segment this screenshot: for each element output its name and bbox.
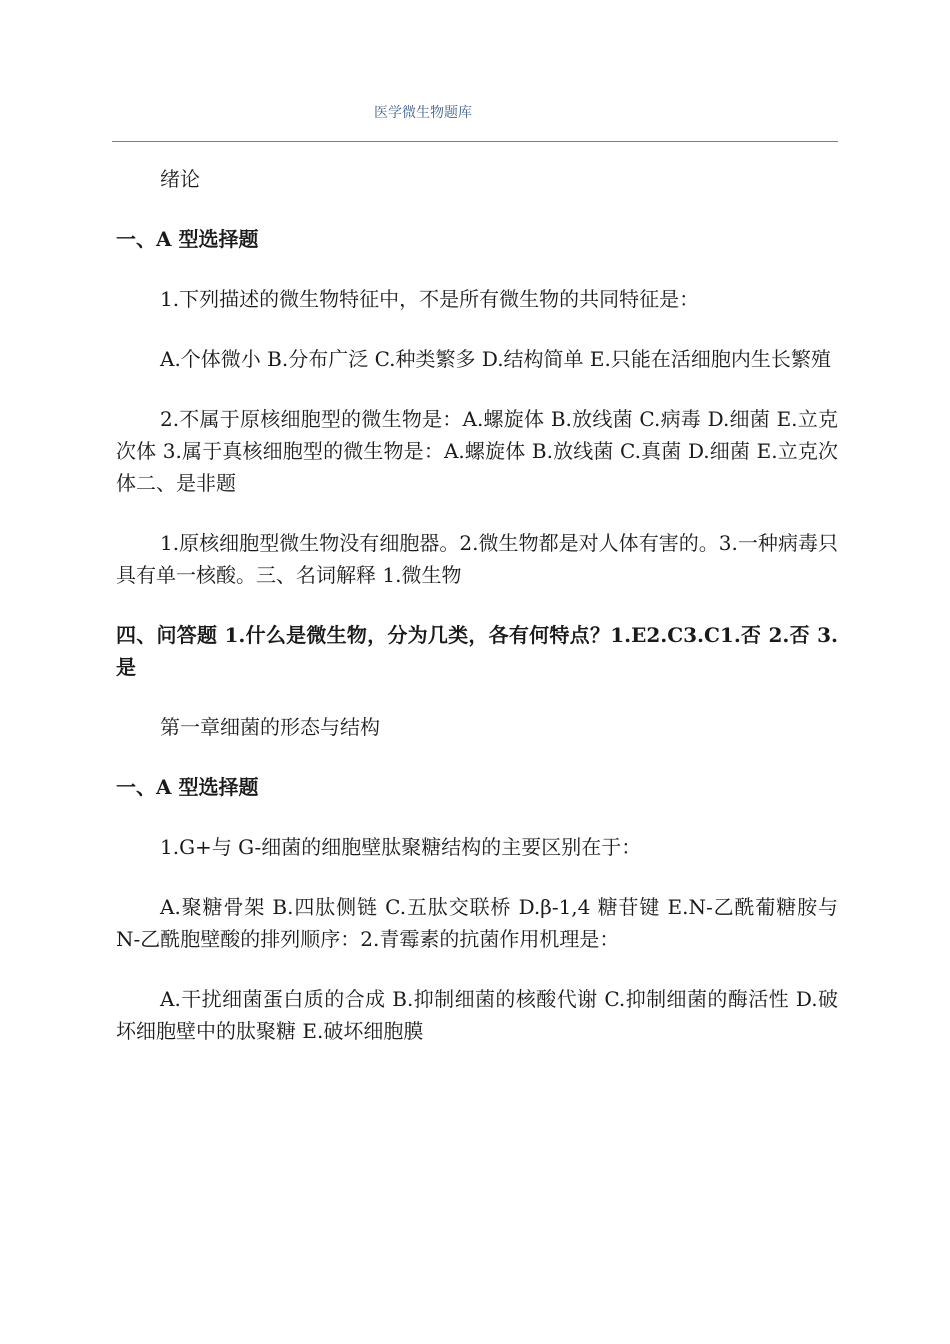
section-title-intro: 绪论 [160, 167, 200, 191]
question-text: 1.G+与 G-细菌的细胞壁肽聚糖结构的主要区别在于： [160, 835, 642, 859]
heading-a-type-choice-1: 一、A 型选择题 [116, 227, 259, 251]
header-divider [112, 141, 838, 142]
heading-qa-with-answers: 四、问答题 1.什么是微生物，分为几类，各有何特点？1.E2.C3.C1.否 2.否 3.是 [116, 623, 838, 679]
question-text: 1.下列描述的微生物特征中，不是所有微生物的共同特征是： [160, 287, 700, 311]
question-text: 2.不属于原核细胞型的微生物是：A.螺旋体 B.放线菌 C.病毒 D.细菌 E.立克次体 3.属于真核细胞型的微生物是：A.螺旋体 B.放线菌 C.真菌 D.细菌 E.立克次体二、是非题 [116, 407, 838, 495]
header-title: 医学微生物题库 [374, 105, 472, 121]
answer-options: A.聚糖骨架 B.四肽侧链 C.五肽交联桥 D.β-1,4 糖苷键 E.N-乙酰葡糖胺与 N-乙酰胞壁酸的排列顺序：2.青霉素的抗菌作用机理是： [116, 895, 838, 951]
answer-options: A.干扰细菌蛋白质的合成 B.抑制细菌的核酸代谢 C.抑制细菌的酶活性 D.破坏细胞壁中的肽聚糖 E.破坏细胞膜 [116, 987, 838, 1043]
answer-options: A.个体微小 B.分布广泛 C.种类繁多 D.结构简单 E.只能在活细胞内生长繁殖 [160, 347, 831, 371]
question-text: 1.原核细胞型微生物没有细胞器。2.微生物都是对人体有害的。3.一种病毒只具有单一核酸。三、名词解释 1.微生物 [116, 531, 838, 587]
document-body [116, 163, 838, 1047]
chapter-title: 第一章细菌的形态与结构 [160, 715, 380, 739]
heading-a-type-choice-2: 一、A 型选择题 [116, 775, 259, 799]
